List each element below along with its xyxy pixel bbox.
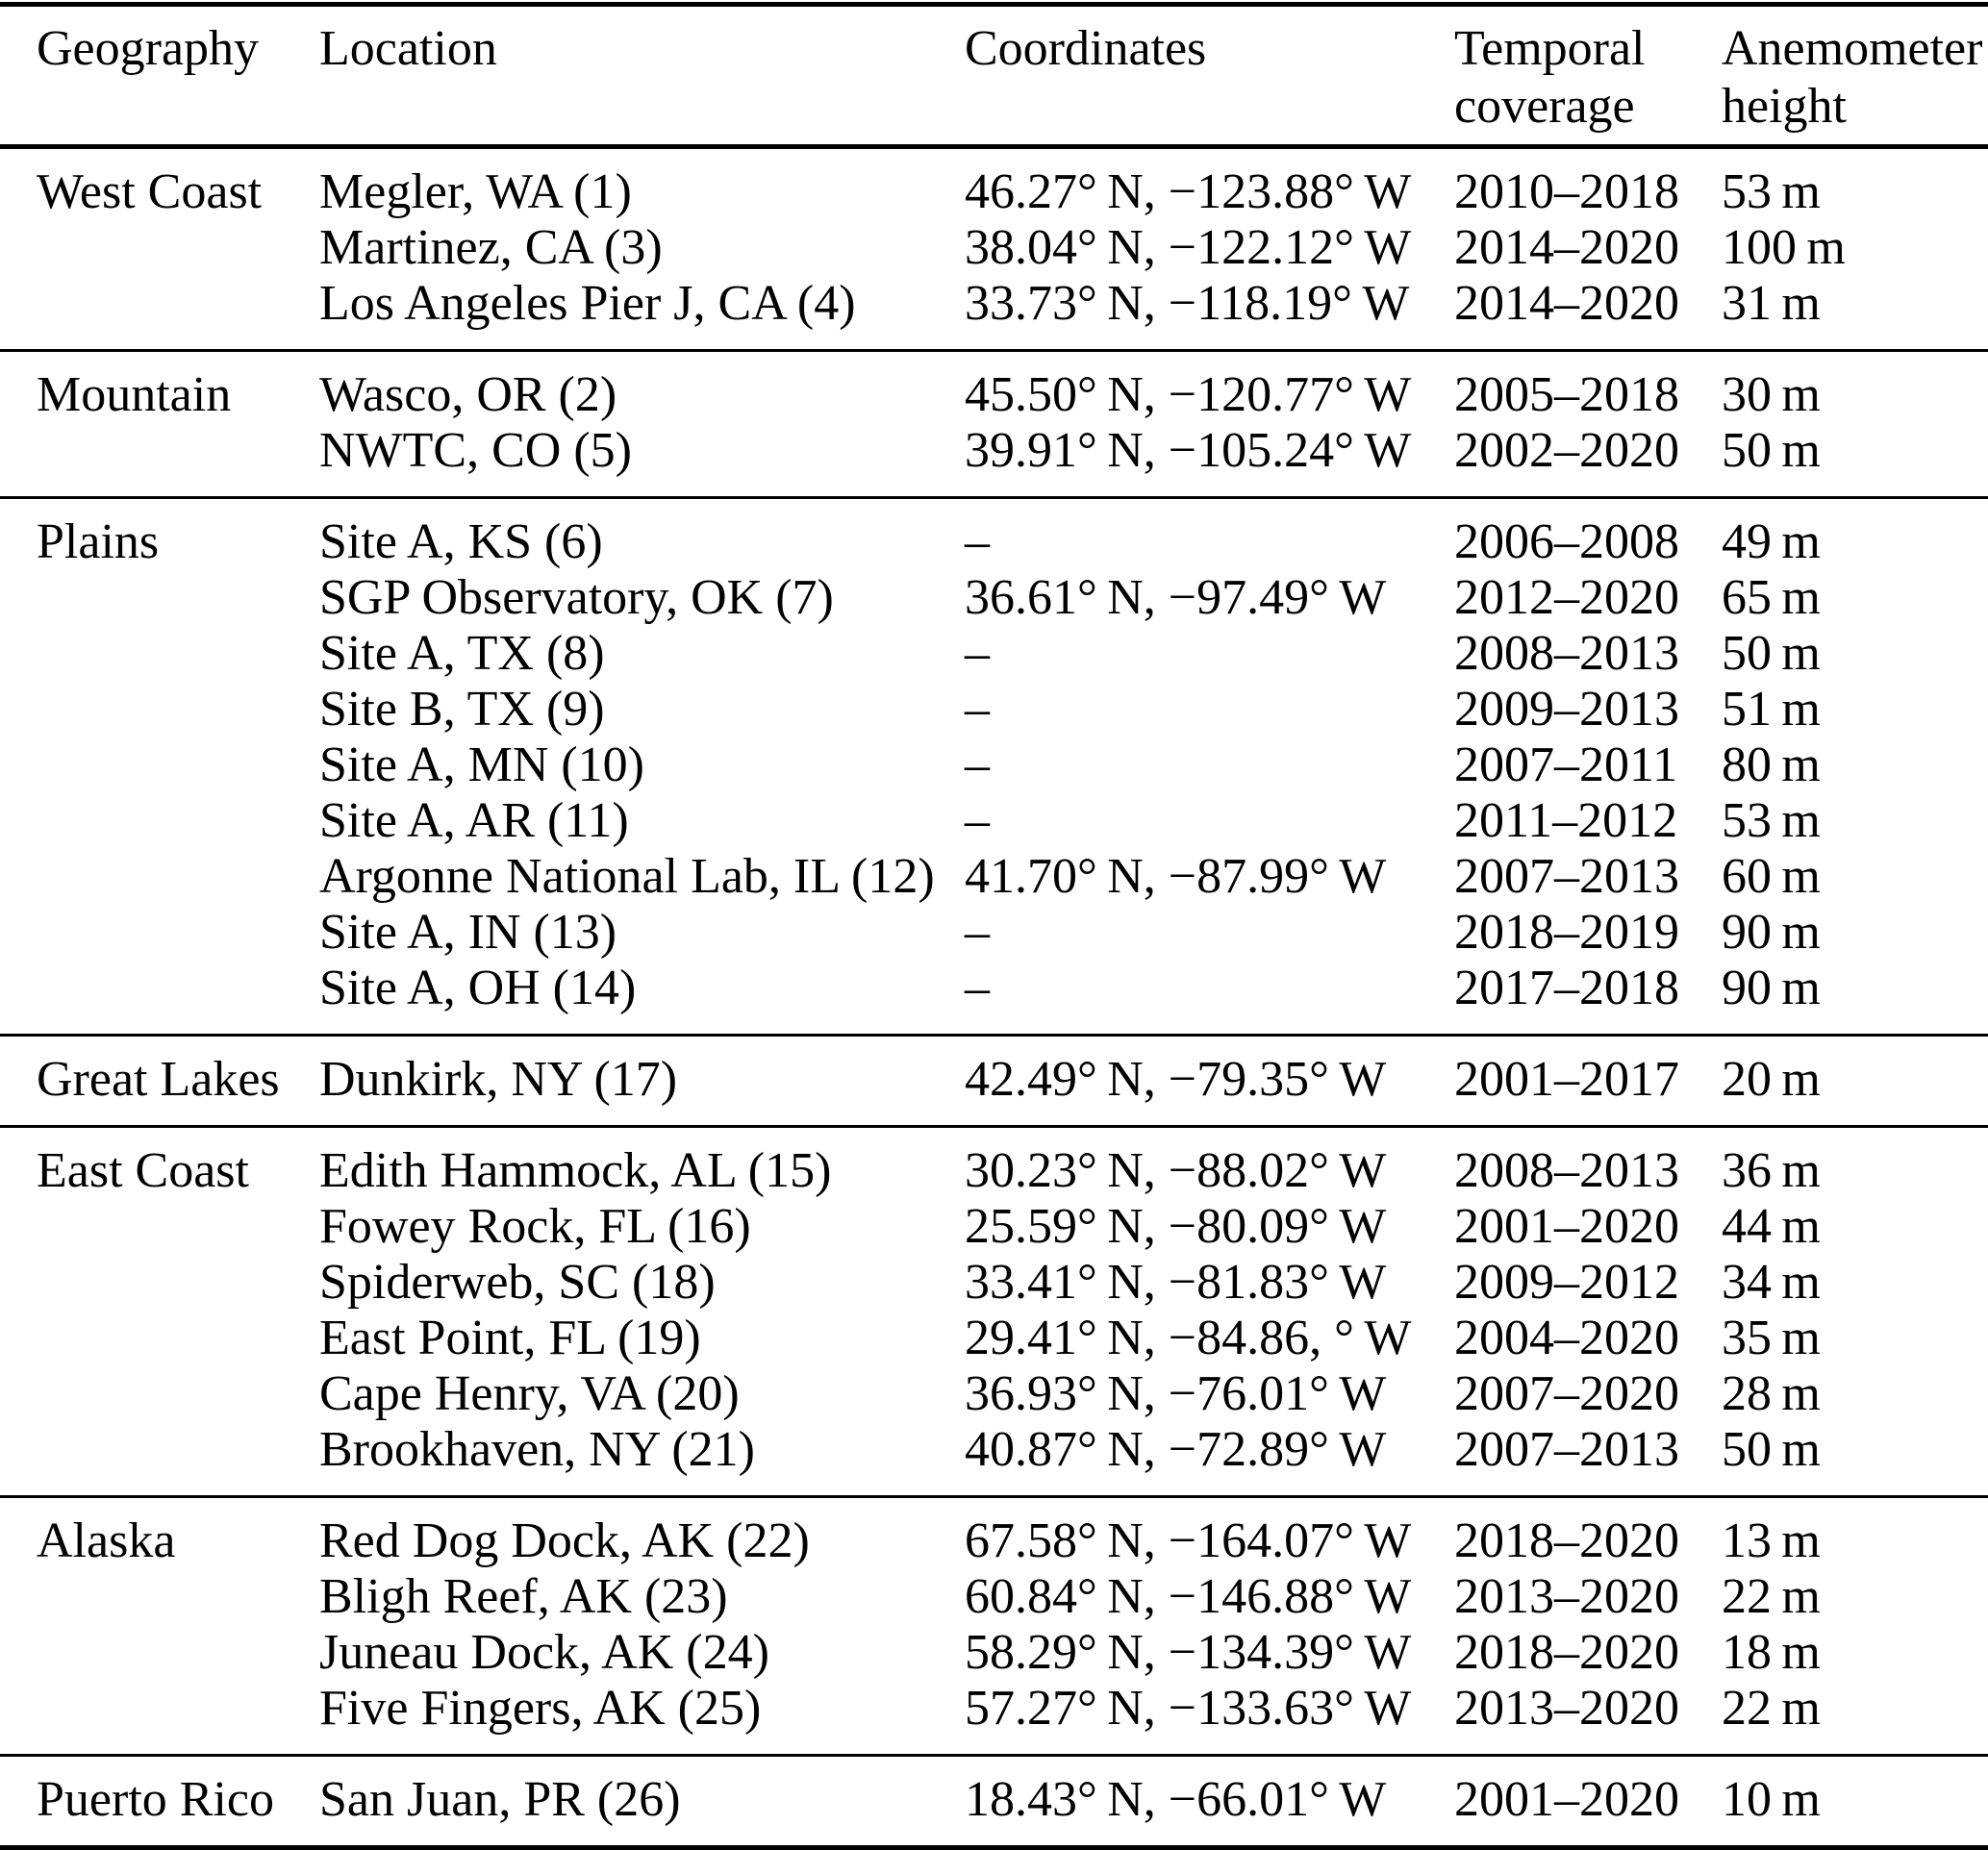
- geography-cell-spacer: [37, 1569, 319, 1625]
- geography-cell: Plains: [37, 514, 160, 569]
- location-cell: Site A, TX (8): [319, 626, 605, 681]
- column-header-coordinates: Coordinates: [965, 21, 1207, 76]
- anemometer-height-cell: 30 m: [1722, 367, 1821, 422]
- coordinates-cell: 36.61° N, −97.49° W: [965, 570, 1387, 625]
- location-cell: SGP Observatory, OK (7): [319, 570, 834, 625]
- anemometer-height-cell: 90 m: [1722, 905, 1821, 960]
- geography-cell-spacer: [37, 1199, 319, 1255]
- temporal-coverage-cell: 2009–2013: [1454, 682, 1679, 737]
- coordinates-cell: 30.23° N, −88.02° W: [965, 1143, 1387, 1198]
- location-cell: Dunkirk, NY (17): [319, 1052, 678, 1107]
- temporal-coverage-cell: 2004–2020: [1454, 1311, 1679, 1365]
- geography-cell-spacer: [37, 682, 319, 738]
- coordinates-cell: 29.41° N, −84.86, ° W: [965, 1311, 1412, 1365]
- location-cell: Five Fingers, AK (25): [319, 1681, 762, 1736]
- anemometer-height-cell: 65 m: [1722, 570, 1821, 625]
- coordinates-cell: 45.50° N, −120.77° W: [965, 367, 1412, 422]
- coordinates-cell: –: [965, 626, 990, 681]
- temporal-coverage-cell: 2010–2018: [1454, 164, 1679, 219]
- temporal-coverage-cell: 2001–2020: [1454, 1199, 1679, 1254]
- anemometer-height-cell: 34 m: [1722, 1255, 1821, 1310]
- geography-cell: Alaska: [37, 1513, 176, 1568]
- geography-cell-spacer: [37, 738, 319, 793]
- location-cell: Argonne National Lab, IL (12): [319, 849, 935, 904]
- coordinates-cell: –: [965, 793, 990, 848]
- coordinates-cell: 33.73° N, −118.19° W: [965, 276, 1410, 331]
- temporal-coverage-cell: 2017–2018: [1454, 961, 1679, 1015]
- location-cell: Bligh Reef, AK (23): [319, 1569, 728, 1624]
- location-cell: NWTC, CO (5): [319, 423, 632, 478]
- temporal-coverage-cell: 2013–2020: [1454, 1569, 1679, 1624]
- temporal-coverage-cell: 2006–2008: [1454, 514, 1679, 569]
- table-group-west-coast: [0, 149, 1988, 349]
- anemometer-height-cell: 50 m: [1722, 1422, 1821, 1477]
- anemometer-height-cell: 49 m: [1722, 514, 1821, 569]
- table-header-row: [0, 7, 1988, 149]
- anemometer-height-cell: 50 m: [1722, 626, 1821, 681]
- coordinates-cell: –: [965, 738, 990, 792]
- coordinates-cell: 46.27° N, −123.88° W: [965, 164, 1412, 219]
- temporal-coverage-cell: 2007–2020: [1454, 1366, 1679, 1421]
- temporal-coverage-cell: 2007–2013: [1454, 1422, 1679, 1477]
- column-header-temporal-coverage: Temporal coverage: [1454, 21, 1646, 134]
- anemometer-height-cell: 28 m: [1722, 1366, 1821, 1421]
- coordinates-cell: –: [965, 514, 990, 569]
- geography-cell-spacer: [37, 961, 319, 1016]
- geography-cell-spacer: [37, 570, 319, 626]
- geography-cell: Mountain: [37, 367, 232, 422]
- anemometer-height-cell: 90 m: [1722, 961, 1821, 1015]
- table-group-puerto-rico: [0, 1754, 1988, 1845]
- geography-cell-spacer: [37, 849, 319, 905]
- location-cell: Site A, MN (10): [319, 738, 644, 792]
- temporal-coverage-cell: 2008–2013: [1454, 626, 1679, 681]
- location-cell: Wasco, OR (2): [319, 367, 617, 422]
- temporal-coverage-cell: 2018–2020: [1454, 1625, 1679, 1680]
- anemometer-height-cell: 13 m: [1722, 1513, 1821, 1568]
- table-group-east-coast: [0, 1125, 1988, 1495]
- geography-cell-spacer: [37, 905, 319, 961]
- temporal-coverage-cell: 2011–2012: [1454, 793, 1678, 848]
- anemometer-height-cell: 60 m: [1722, 849, 1821, 904]
- table-group-plains: [0, 496, 1988, 1034]
- geography-cell-spacer: [37, 793, 319, 849]
- anemometer-height-cell: 80 m: [1722, 738, 1821, 792]
- geography-cell-spacer: [37, 1255, 319, 1311]
- location-cell: Cape Henry, VA (20): [319, 1366, 740, 1421]
- location-cell: Megler, WA (1): [319, 164, 632, 219]
- temporal-coverage-cell: 2008–2013: [1454, 1143, 1679, 1198]
- location-cell: Site B, TX (9): [319, 682, 605, 737]
- geography-cell-spacer: [37, 220, 319, 276]
- table-groups: [0, 149, 1988, 1845]
- anemometer-height-cell: 22 m: [1722, 1569, 1821, 1624]
- coordinates-cell: 18.43° N, −66.01° W: [965, 1772, 1387, 1827]
- coordinates-cell: 58.29° N, −134.39° W: [965, 1625, 1412, 1680]
- anemometer-height-cell: 10 m: [1722, 1772, 1821, 1827]
- geography-cell-spacer: [37, 1422, 319, 1478]
- temporal-coverage-cell: 2009–2012: [1454, 1255, 1679, 1310]
- location-cell: Site A, IN (13): [319, 905, 617, 960]
- temporal-coverage-cell: 2005–2018: [1454, 367, 1679, 422]
- location-cell: Edith Hammock, AL (15): [319, 1143, 832, 1198]
- location-cell: Site A, OH (14): [319, 961, 637, 1015]
- temporal-coverage-cell: 2014–2020: [1454, 220, 1679, 275]
- geography-cell-spacer: [37, 1625, 319, 1681]
- temporal-coverage-cell: 2002–2020: [1454, 423, 1679, 478]
- temporal-coverage-cell: 2018–2019: [1454, 905, 1679, 960]
- anemometer-height-cell: 53 m: [1722, 164, 1821, 219]
- coordinates-cell: 60.84° N, −146.88° W: [965, 1569, 1412, 1624]
- column-header-geography: Geography: [37, 21, 260, 76]
- coordinates-cell: 36.93° N, −76.01° W: [965, 1366, 1387, 1421]
- anemometer-height-cell: 44 m: [1722, 1199, 1821, 1254]
- coordinates-cell: 38.04° N, −122.12° W: [965, 220, 1412, 275]
- anemometer-height-cell: 35 m: [1722, 1311, 1821, 1365]
- location-cell: San Juan, PR (26): [319, 1772, 681, 1827]
- table-bottom-rule: [0, 1845, 1988, 1850]
- temporal-coverage-cell: 2001–2020: [1454, 1772, 1679, 1827]
- location-cell: Red Dog Dock, AK (22): [319, 1513, 810, 1568]
- anemometer-height-cell: 51 m: [1722, 682, 1821, 737]
- location-cell: Los Angeles Pier J, CA (4): [319, 276, 856, 331]
- geography-cell-spacer: [37, 423, 319, 479]
- anemometer-height-cell: 22 m: [1722, 1681, 1821, 1736]
- temporal-coverage-cell: 2007–2013: [1454, 849, 1679, 904]
- location-cell: Site A, AR (11): [319, 793, 629, 848]
- geography-cell-spacer: [37, 276, 319, 332]
- geography-cell-spacer: [37, 1311, 319, 1366]
- temporal-coverage-cell: 2013–2020: [1454, 1681, 1679, 1736]
- anemometer-height-cell: 36 m: [1722, 1143, 1821, 1198]
- coordinates-cell: 33.41° N, −81.83° W: [965, 1255, 1387, 1310]
- geography-cell-spacer: [37, 626, 319, 682]
- coordinates-cell: 57.27° N, −133.63° W: [965, 1681, 1412, 1736]
- coordinates-cell: –: [965, 682, 990, 737]
- geography-cell: Puerto Rico: [37, 1772, 274, 1827]
- table-group-alaska: [0, 1495, 1988, 1754]
- location-cell: Martinez, CA (3): [319, 220, 663, 275]
- temporal-coverage-cell: 2007–2011: [1454, 738, 1678, 792]
- anemometer-height-cell: 50 m: [1722, 423, 1821, 478]
- table-group-great-lakes: [0, 1034, 1988, 1125]
- anemometer-height-cell: 18 m: [1722, 1625, 1821, 1680]
- geography-cell-spacer: [37, 1681, 319, 1737]
- temporal-coverage-cell: 2018–2020: [1454, 1513, 1679, 1568]
- location-cell: Site A, KS (6): [319, 514, 603, 569]
- location-cell: Fowey Rock, FL (16): [319, 1199, 751, 1254]
- temporal-coverage-cell: 2001–2017: [1454, 1052, 1679, 1107]
- coordinates-cell: 25.59° N, −80.09° W: [965, 1199, 1387, 1254]
- geography-cell-spacer: [37, 1366, 319, 1422]
- coordinates-cell: 67.58° N, −164.07° W: [965, 1513, 1412, 1568]
- anemometer-height-cell: 31 m: [1722, 276, 1821, 331]
- anemometer-height-cell: 20 m: [1722, 1052, 1821, 1107]
- location-cell: Juneau Dock, AK (24): [319, 1625, 769, 1680]
- column-header-location: Location: [319, 21, 497, 76]
- temporal-coverage-cell: 2012–2020: [1454, 570, 1679, 625]
- coordinates-cell: 41.70° N, −87.99° W: [965, 849, 1387, 904]
- geography-cell: East Coast: [37, 1143, 249, 1198]
- coordinates-cell: –: [965, 961, 990, 1015]
- temporal-coverage-cell: 2014–2020: [1454, 276, 1679, 331]
- geography-cell: Great Lakes: [37, 1052, 280, 1107]
- coordinates-cell: –: [965, 905, 990, 960]
- anemometer-height-cell: 53 m: [1722, 793, 1821, 848]
- column-header-anemometer-height: Anemometer height: [1722, 21, 1983, 134]
- location-cell: Spiderweb, SC (18): [319, 1255, 716, 1310]
- geography-cell: West Coast: [37, 164, 263, 219]
- coordinates-cell: 39.91° N, −105.24° W: [965, 423, 1412, 478]
- anemometer-height-cell: 100 m: [1722, 220, 1846, 275]
- location-cell: East Point, FL (19): [319, 1311, 701, 1365]
- location-cell: Brookhaven, NY (21): [319, 1422, 755, 1477]
- coordinates-cell: 42.49° N, −79.35° W: [965, 1052, 1387, 1107]
- coordinates-cell: 40.87° N, −72.89° W: [965, 1422, 1387, 1477]
- table-group-mountain: [0, 349, 1988, 496]
